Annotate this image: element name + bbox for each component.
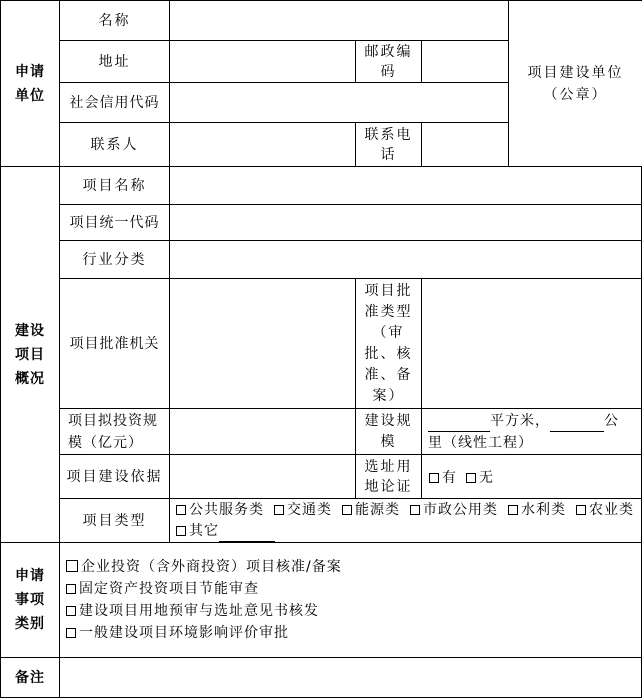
area-blank[interactable] <box>428 415 490 432</box>
checkbox-icon[interactable] <box>342 505 352 515</box>
industry-field[interactable] <box>169 240 642 278</box>
type-option-other[interactable]: 其它 <box>176 521 275 542</box>
checkbox-icon[interactable] <box>466 473 476 483</box>
type-option-agriculture[interactable]: 农业类 <box>576 500 634 521</box>
name-label: 名称 <box>59 0 169 40</box>
contact-label: 联系人 <box>59 122 169 166</box>
seal-note: （公章） <box>543 86 608 103</box>
seal-cell <box>508 0 642 166</box>
project-code-field[interactable] <box>169 204 642 240</box>
credit-code-label: 社会信用代码 <box>59 82 169 122</box>
address-field[interactable] <box>169 40 355 82</box>
scale-field <box>421 408 642 454</box>
site-option-yes[interactable]: 有 <box>429 467 456 487</box>
length-unit: 公 <box>604 412 619 429</box>
checkbox-icon[interactable] <box>410 505 420 515</box>
investment-label: 项目拟投资规 模（亿元） <box>59 408 169 454</box>
basis-field[interactable] <box>169 454 355 498</box>
seal-label: 项目建设单位 <box>527 64 624 81</box>
type-option-municipal[interactable]: 市政公用类 <box>410 500 498 521</box>
credit-code-field[interactable] <box>169 82 508 122</box>
project-name-field[interactable] <box>169 166 642 204</box>
basis-label: 项目建设依据 <box>59 454 169 498</box>
checkbox-icon[interactable] <box>508 505 518 515</box>
application-item-approval[interactable]: 企业投资（含外商投资）项目核准/备案 <box>66 556 641 578</box>
investment-field[interactable] <box>169 408 355 454</box>
postcode-field[interactable] <box>421 40 508 82</box>
address-label: 地址 <box>59 40 169 82</box>
contact-field[interactable] <box>169 122 355 166</box>
type-option-water[interactable]: 水利类 <box>508 500 566 521</box>
type-label: 项目类型 <box>59 498 169 542</box>
checkbox-icon[interactable] <box>576 505 586 515</box>
postcode-label: 邮政编 码 <box>355 40 421 82</box>
approval-type-label: 项目批 准类型 （审 批、核 准、备 案） <box>355 278 421 408</box>
project-name-label: 项目名称 <box>59 166 169 204</box>
section-application: 申请 事项 类别 <box>0 542 59 657</box>
section-applicant-line-2: 单位 <box>15 87 45 104</box>
length-unit-note: 里（线性工程） <box>428 434 533 451</box>
application-item-energy-review[interactable]: 固定资产投资项目节能审查 <box>66 578 641 600</box>
remarks-field[interactable] <box>59 657 642 698</box>
application-item-environment[interactable]: 一般建设项目环境影响评价审批 <box>66 622 641 644</box>
checkbox-icon[interactable] <box>66 628 76 638</box>
application-items <box>59 542 642 657</box>
site-options <box>421 454 642 498</box>
phone-field[interactable] <box>421 122 508 166</box>
area-unit: 平方米， <box>490 412 550 429</box>
section-project: 建设 项目 概况 <box>0 166 59 542</box>
section-applicant-line-1: 申请 <box>15 63 45 80</box>
approval-type-field[interactable] <box>421 278 642 408</box>
phone-label: 联系电 话 <box>355 122 421 166</box>
industry-label: 行业分类 <box>59 240 169 278</box>
site-label: 选址用 地论证 <box>355 454 421 498</box>
type-option-public-service[interactable]: 公共服务类 <box>176 500 264 521</box>
checkbox-icon[interactable] <box>429 473 439 483</box>
type-option-transport[interactable]: 交通类 <box>274 500 332 521</box>
approval-authority-label: 项目批准机关 <box>59 278 169 408</box>
checkbox-icon[interactable] <box>176 505 186 515</box>
section-applicant <box>0 0 59 166</box>
approval-authority-field[interactable] <box>169 278 355 408</box>
scale-label: 建设规 模 <box>355 408 421 454</box>
project-code-label: 项目统一代码 <box>59 204 169 240</box>
checkbox-icon[interactable] <box>66 606 76 616</box>
checkbox-icon[interactable] <box>66 584 76 594</box>
type-option-energy[interactable]: 能源类 <box>342 500 400 521</box>
application-item-land-site[interactable]: 建设项目用地预审与选址意见书核发 <box>66 600 641 622</box>
site-option-no[interactable]: 无 <box>466 467 493 487</box>
other-blank[interactable] <box>219 526 275 542</box>
section-remarks: 备注 <box>0 657 59 698</box>
length-blank[interactable] <box>550 415 604 432</box>
checkbox-icon[interactable] <box>176 526 186 536</box>
type-options <box>169 498 642 542</box>
name-field[interactable] <box>169 0 508 40</box>
checkbox-icon[interactable] <box>66 560 78 572</box>
checkbox-icon[interactable] <box>274 505 284 515</box>
